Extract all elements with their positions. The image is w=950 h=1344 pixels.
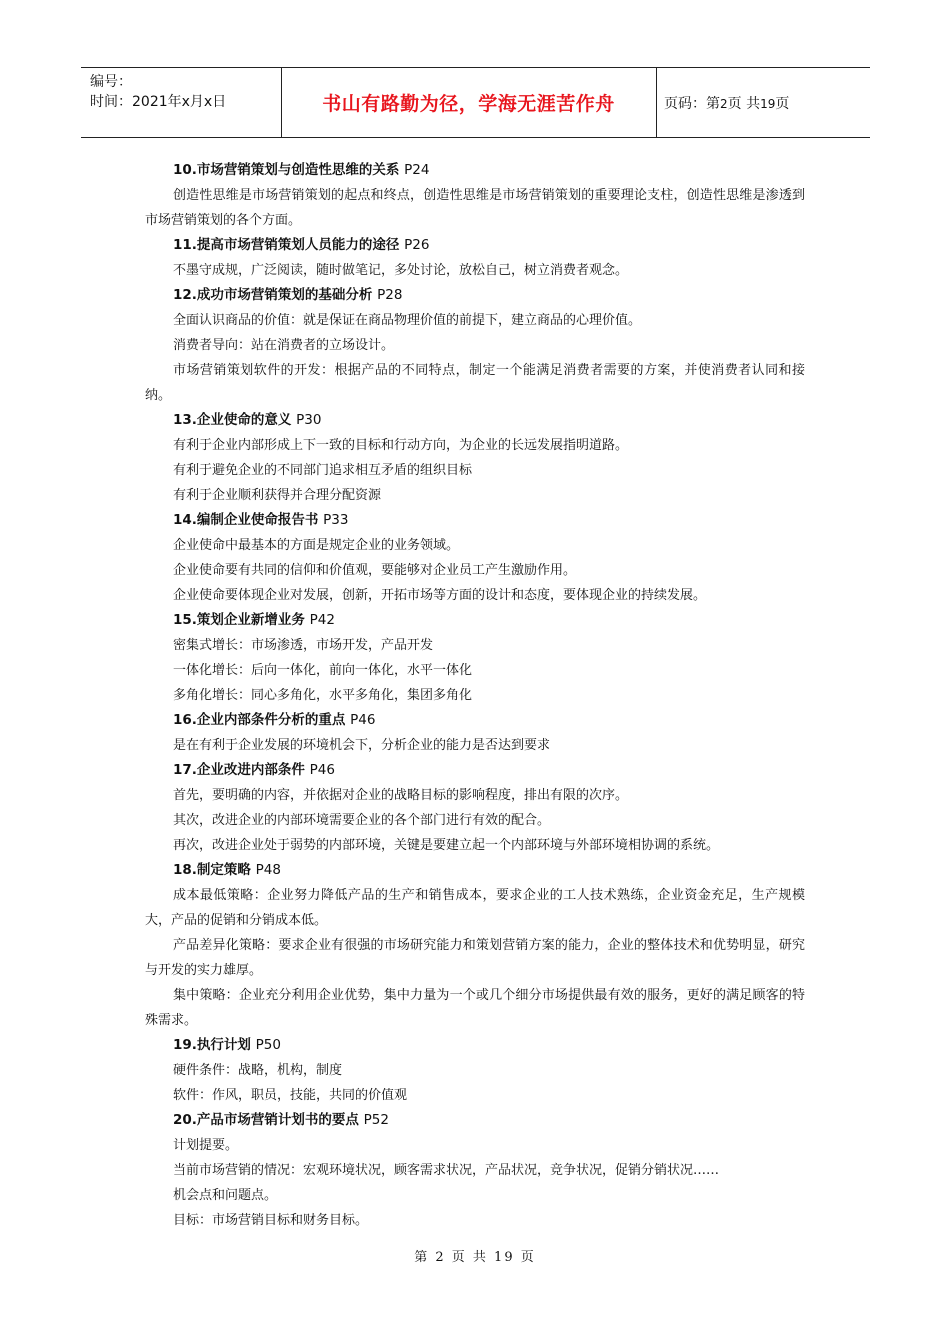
section-paragraph: 其次，改进企业的内部环境需要企业的各个部门进行有效的配合。 (173, 813, 551, 828)
section-heading (145, 708, 805, 733)
section-page-ref: P42 (309, 612, 335, 628)
header-motto: 书山有路勤为径，学海无涯苦作舟 (322, 93, 615, 115)
section-page-ref: P48 (255, 862, 281, 878)
section-paragraph: 全面认识商品的价值：就是保证在商品物理价值的前提下，建立商品的心理价值。 (173, 313, 642, 328)
section-title: 11.提高市场营销策划人员能力的途径 (173, 237, 400, 253)
section-page-ref: P30 (296, 412, 322, 428)
section-page-ref: P26 (404, 237, 430, 253)
section-paragraph: 市场营销策划软件的开发：根据产品的不同特点，制定一个能满足消费者需要的方案，并使消费者认同和接纳。 (145, 363, 805, 403)
page-end: 页 (775, 96, 790, 112)
document-header (81, 67, 870, 138)
section-title: 12.成功市场营销策划的基础分析 (173, 287, 373, 303)
section-heading (145, 408, 805, 433)
section-title: 19.执行计划 (173, 1037, 251, 1053)
section-paragraph: 硬件条件：战略，机构，制度 (173, 1063, 343, 1078)
section-paragraph: 有利于避免企业的不同部门追求相互矛盾的组织目标 (173, 463, 473, 478)
section-paragraph: 企业使命要体现企业对发展，创新，开拓市场等方面的设计和态度，要体现企业的持续发展。 (173, 588, 707, 603)
section-title: 10.市场营销策划与创造性思维的关系 (173, 162, 400, 178)
section-title: 20.产品市场营销计划书的要点 (173, 1112, 359, 1128)
section-paragraph: 软件：作风，职员，技能，共同的价值观 (173, 1088, 408, 1103)
page-number: 2 (720, 97, 728, 111)
header-meta (90, 72, 226, 112)
section-paragraph: 企业使命中最基本的方面是规定企业的业务领域。 (173, 538, 460, 553)
section-page-ref: P46 (309, 762, 335, 778)
section-heading (145, 1108, 805, 1133)
section-paragraph: 首先，要明确的内容，并依据对企业的战略目标的影响程度，排出有限的次序。 (173, 788, 629, 803)
section-paragraph: 当前市场营销的情况：宏观环境状况，顾客需求状况，产品状况，竞争状况，促销分销状况…… (173, 1163, 720, 1178)
section-page-ref: P24 (404, 162, 430, 178)
section-paragraph: 企业使命要有共同的信仰和价值观，要能够对企业员工产生激励作用。 (173, 563, 577, 578)
section-paragraph: 创造性思维是市场营销策划的起点和终点，创造性思维是市场营销策划的重要理论支柱，创造性思维是渗透到市场营销策划的各个方面。 (145, 188, 805, 228)
section-page-ref: P50 (255, 1037, 281, 1053)
section-paragraph: 目标：市场营销目标和财务目标。 (173, 1213, 369, 1228)
page-label: 页码：第 (664, 96, 720, 112)
section-paragraph: 成本最低策略：企业努力降低产品的生产和销售成本，要求企业的工人技术熟练，企业资金充足，生产规模大，产品的促销和分销成本低。 (145, 888, 805, 928)
section-paragraph: 密集式增长：市场渗透，市场开发，产品开发 (173, 638, 434, 653)
section-heading (145, 1033, 805, 1058)
section-paragraph: 集中策略：企业充分利用企业优势，集中力量为一个或几个细分市场提供最有效的服务，更好的满足顾客的特殊需求。 (145, 988, 805, 1028)
section-heading (145, 858, 805, 883)
section-paragraph: 有利于企业顺利获得并合理分配资源 (173, 488, 382, 503)
section-paragraph: 多角化增长：同心多角化，水平多角化，集团多角化 (173, 688, 473, 703)
section-title: 13.企业使命的意义 (173, 412, 292, 428)
section-paragraph: 有利于企业内部形成上下一致的目标和行动方向，为企业的长远发展指明道路。 (173, 438, 629, 453)
section-paragraph: 消费者导向：站在消费者的立场设计。 (173, 338, 395, 353)
section-heading (145, 233, 805, 258)
section-paragraph: 机会点和问题点。 (173, 1188, 278, 1203)
section-title: 16.企业内部条件分析的重点 (173, 712, 346, 728)
section-paragraph: 再次，改进企业处于弱势的内部环境，关键是要建立起一个内部环境与外部环境相协调的系统。 (173, 838, 720, 853)
section-title: 17.企业改进内部条件 (173, 762, 305, 778)
section-paragraph: 计划提要。 (173, 1138, 239, 1153)
header-page-info (664, 93, 789, 113)
section-paragraph: 是在有利于企业发展的环境机会下，分析企业的能力是否达到要求 (173, 738, 551, 753)
section-heading (145, 608, 805, 633)
page-mid: 页 共 (727, 96, 761, 112)
date-text: 时间：2021年x月x日 (90, 94, 227, 110)
section-heading (145, 158, 805, 183)
section-paragraph: 一体化增长：后向一体化，前向一体化，水平一体化 (173, 663, 473, 678)
section-heading (145, 283, 805, 308)
section-heading (145, 758, 805, 783)
page-footer: 第 2 页 共 19 页 (414, 1250, 536, 1265)
section-title: 18.制定策略 (173, 862, 251, 878)
section-paragraph: 产品差异化策略：要求企业有很强的市场研究能力和策划营销方案的能力，企业的整体技术和优势明显，研究与开发的实力雄厚。 (145, 938, 805, 978)
number-label: 编号： (90, 74, 132, 90)
section-page-ref: P52 (363, 1112, 389, 1128)
page-total: 19 (760, 97, 776, 111)
section-title: 14.编制企业使命报告书 (173, 512, 319, 528)
section-title: 15.策划企业新增业务 (173, 612, 305, 628)
section-page-ref: P33 (323, 512, 349, 528)
section-heading (145, 508, 805, 533)
document-body (145, 158, 805, 1233)
section-paragraph: 不墨守成规，广泛阅读，随时做笔记，多处讨论，放松自己，树立消费者观念。 (173, 263, 629, 278)
section-page-ref: P28 (377, 287, 403, 303)
header-divider (656, 68, 657, 137)
section-page-ref: P46 (350, 712, 376, 728)
